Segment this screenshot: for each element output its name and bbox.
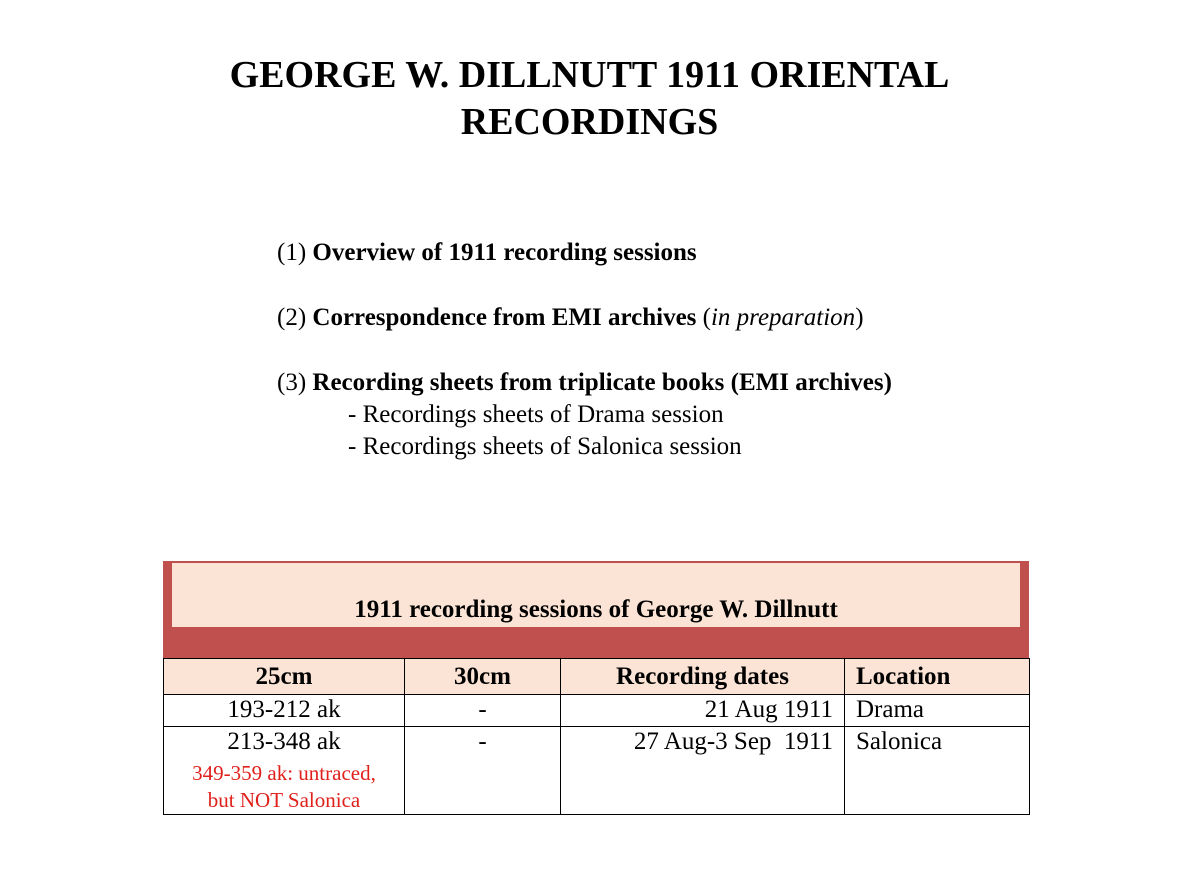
table-row xyxy=(164,727,1030,815)
sessions-grid xyxy=(163,658,1030,815)
cell-25cm-value: 213-348 ak xyxy=(227,728,341,755)
cell-25cm xyxy=(164,727,405,815)
cell-30cm: - xyxy=(405,695,561,727)
table-title: 1911 recording sessions of George W. Dillnutt xyxy=(354,596,838,623)
toc-link-recording-sheets[interactable]: Recording sheets from triplicate books (EMI archives) xyxy=(312,369,892,396)
toc-item-number: (1) xyxy=(277,239,307,266)
untraced-note-line-2: but NOT Salonica xyxy=(207,788,361,812)
cell-recording-dates: 21 Aug 1911 xyxy=(561,695,845,727)
column-header-30cm: 30cm xyxy=(405,659,561,695)
table-row xyxy=(164,695,1030,727)
toc-note-open: ( xyxy=(702,304,711,331)
table-header-row xyxy=(164,659,1030,695)
toc-item-number: (2) xyxy=(277,304,307,331)
cell-25cm: 193-212 ak xyxy=(164,695,405,727)
table-of-contents xyxy=(277,237,892,463)
page-title xyxy=(0,52,1179,146)
cell-30cm: - xyxy=(405,727,561,815)
toc-note-close: ) xyxy=(855,304,864,331)
cell-recording-dates-value: 27 Aug-3 Sep 1911 xyxy=(633,728,833,755)
column-header-25cm: 25cm xyxy=(164,659,405,695)
page-title-line-1: GEORGE W. DILLNUTT 1911 ORIENTAL xyxy=(229,54,950,96)
cell-location: Drama xyxy=(845,695,1030,727)
toc-subitem-drama[interactable]: - Recordings sheets of Drama session xyxy=(348,401,724,428)
cell-recording-dates xyxy=(561,727,845,815)
toc-note-in-preparation: in preparation xyxy=(710,304,856,331)
untraced-note xyxy=(170,760,398,814)
toc-item-overview[interactable] xyxy=(277,237,892,269)
toc-link-overview[interactable]: Overview of 1911 recording sessions xyxy=(312,239,697,266)
sessions-table xyxy=(163,561,1029,814)
page-title-line-2: RECORDINGS xyxy=(460,101,719,143)
toc-subitems xyxy=(277,399,892,463)
untraced-note-line-1: 349-359 ak: untraced, xyxy=(192,761,376,785)
toc-item-recording-sheets[interactable] xyxy=(277,367,892,463)
toc-link-correspondence[interactable]: Correspondence from EMI archives xyxy=(312,304,697,331)
column-header-recording-dates: Recording dates xyxy=(561,659,845,695)
toc-item-number: (3) xyxy=(277,369,307,396)
toc-subitem-salonica[interactable]: - Recordings sheets of Salonica session xyxy=(348,433,742,460)
toc-item-correspondence[interactable] xyxy=(277,302,892,334)
column-header-location: Location xyxy=(845,659,1030,695)
cell-location: Salonica xyxy=(845,727,1030,815)
